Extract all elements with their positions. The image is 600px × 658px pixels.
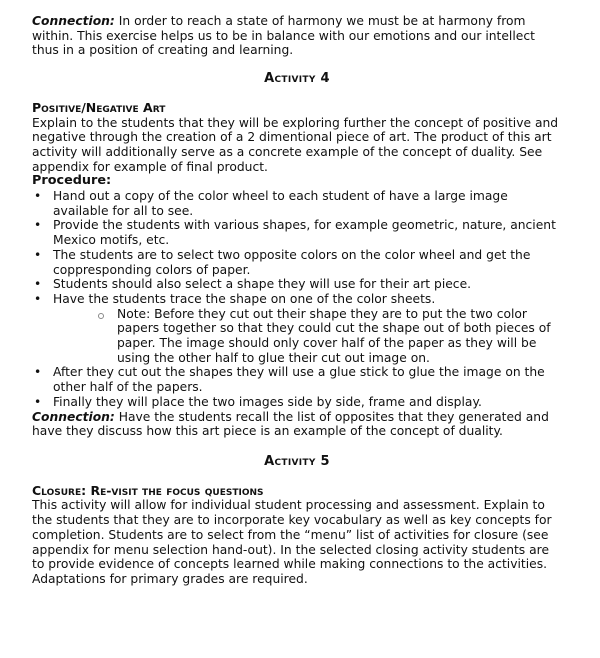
connection-label: Connection: xyxy=(32,14,115,28)
sub-list xyxy=(32,307,562,366)
connection-paragraph xyxy=(32,14,562,58)
procedure-label: Procedure: xyxy=(32,173,112,189)
connection-text: Have the students recall the list of opposites that they generated and have they discuss how this art piece is an example of the concept of duality. xyxy=(32,409,549,439)
activity-4-title: Positive/Negative Art xyxy=(32,99,166,115)
list-item: • After they cut out the shapes they will use a glue stick to glue the image on the other half of the papers. xyxy=(32,365,562,394)
activity-5-heading: Activity 5 xyxy=(264,453,330,469)
list-item: • Finally they will place the two images side by side, frame and display. xyxy=(32,395,562,410)
list-item: • Students should also select a shape they will use for their art piece. xyxy=(32,277,562,292)
list-item: • Have the students trace the shape on one of the color sheets. xyxy=(32,292,562,307)
activity-4-intro: Explain to the students that they will be exploring further the concept of positive and negative through the creation of a 2 dimentional piece of art. The product of this art activity will additionally serve as a concrete example of the concept of duality. See appendix for example of final product. xyxy=(32,115,559,174)
procedure-list-continued xyxy=(32,365,562,409)
activity-5-body: This activity will allow for individual student processing and assessment. Explain to the students that they are to incorporate key vocabulary as well as key concepts for completion. Students are to select from the “menu” list of activities for closure (see appendix for menu selection hand-out). In the selected closing activity students are to provide evidence of concepts learned while making connections to the activities. Adaptations for primary grades are required. xyxy=(32,498,552,586)
connection-text: In order to reach a state of harmony we must be at harmony from within. This exercise helps us to be in balance with our emotions and our intellect thus in a position of creating and learning. xyxy=(32,14,535,58)
list-item: • The students are to select two opposite colors on the color wheel and get the coppresponding colors of paper. xyxy=(32,248,562,277)
connection-paragraph xyxy=(32,410,562,439)
procedure-list xyxy=(32,189,562,307)
connection-label: Connection: xyxy=(32,409,115,424)
list-item: • Hand out a copy of the color wheel to each student of have a large image available for all to see. xyxy=(32,189,562,218)
document-page xyxy=(32,14,562,587)
activity-4-heading: Activity 4 xyxy=(264,71,330,87)
note-item: Note: Before they cut out their shape they are to put the two color papers together so that they could cut the shape out of both pieces of paper. The image should only cover half of the paper as they will be using the other half to glue their cut out image on. xyxy=(32,307,562,366)
activity-5-title: Closure: Re-visit the focus questions xyxy=(32,482,264,498)
list-item: • Provide the students with various shapes, for example geometric, nature, ancient Mexico motifs, etc. xyxy=(32,218,562,247)
